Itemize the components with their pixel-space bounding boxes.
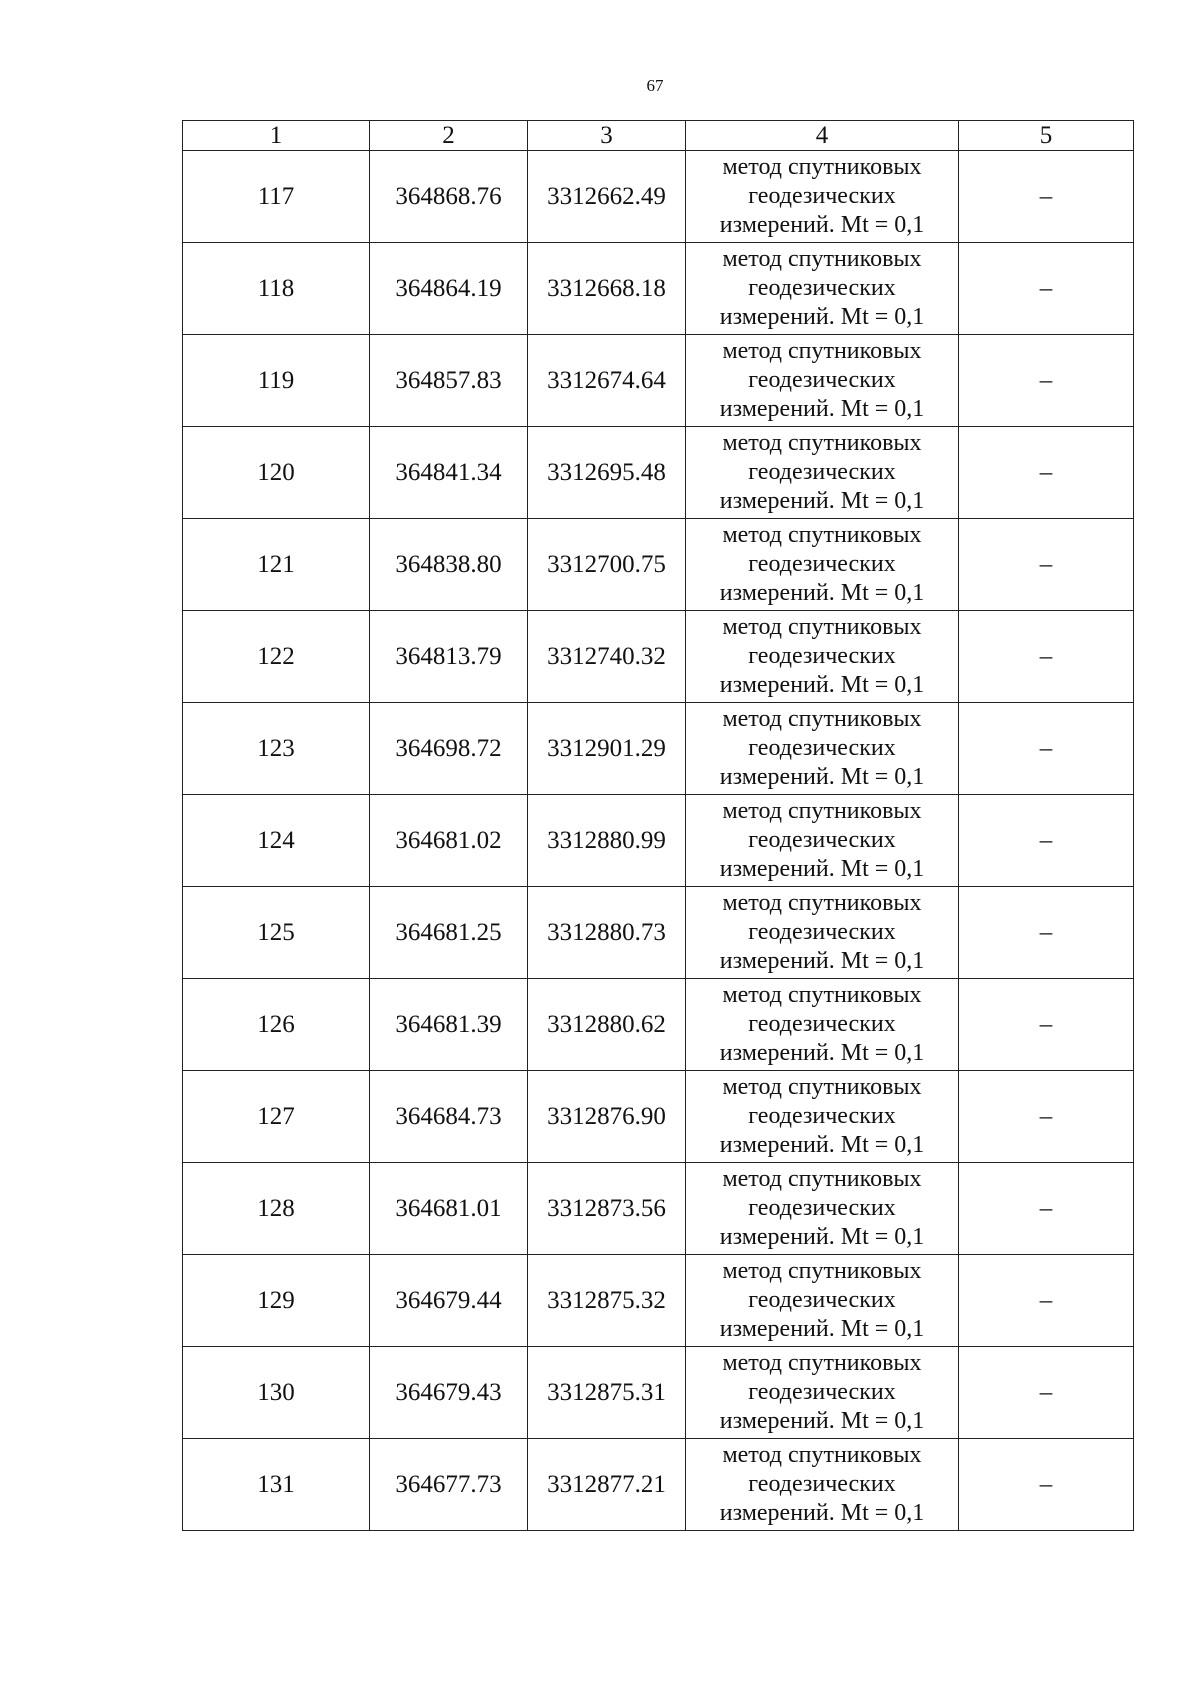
method-cell <box>686 1347 959 1439</box>
method-line: измерений. Mt = 0,1 <box>719 1132 925 1158</box>
method-line: измерений. Mt = 0,1 <box>719 1408 925 1434</box>
coordinate-y-cell: 3312668.18 <box>528 243 686 335</box>
coordinate-x-cell: 364679.44 <box>370 1255 528 1347</box>
note-cell: – <box>959 795 1134 887</box>
point-number-cell: 130 <box>183 1347 370 1439</box>
method-line: геодезических <box>748 1287 896 1313</box>
point-number-cell: 121 <box>183 519 370 611</box>
note-cell: – <box>959 887 1134 979</box>
point-number-cell: 123 <box>183 703 370 795</box>
method-cell <box>686 1439 959 1531</box>
point-number-cell: 120 <box>183 427 370 519</box>
point-number-cell: 117 <box>183 151 370 243</box>
method-line: геодезических <box>748 827 896 853</box>
method-cell <box>686 795 959 887</box>
coordinate-y-cell: 3312875.31 <box>528 1347 686 1439</box>
method-line: метод спутниковых <box>722 338 922 364</box>
coordinate-y-cell: 3312662.49 <box>528 151 686 243</box>
method-line: измерений. Mt = 0,1 <box>719 580 925 606</box>
method-cell <box>686 427 959 519</box>
coordinate-x-cell: 364679.43 <box>370 1347 528 1439</box>
table-row <box>183 1163 1134 1255</box>
method-cell <box>686 335 959 427</box>
table-row <box>183 151 1134 243</box>
coordinate-y-cell: 3312880.73 <box>528 887 686 979</box>
coordinate-y-cell: 3312880.99 <box>528 795 686 887</box>
method-line: метод спутниковых <box>722 614 922 640</box>
note-cell: – <box>959 1071 1134 1163</box>
method-line: измерений. Mt = 0,1 <box>719 1040 925 1066</box>
method-line: измерений. Mt = 0,1 <box>719 304 925 330</box>
coordinate-x-cell: 364698.72 <box>370 703 528 795</box>
method-line: геодезических <box>748 1011 896 1037</box>
page-number: 67 <box>646 76 664 95</box>
coordinate-x-cell: 364813.79 <box>370 611 528 703</box>
table-row <box>183 703 1134 795</box>
method-line: геодезических <box>748 1379 896 1405</box>
point-number-cell: 125 <box>183 887 370 979</box>
note-cell: – <box>959 151 1134 243</box>
method-line: метод спутниковых <box>722 430 922 456</box>
method-line: метод спутниковых <box>722 1258 922 1284</box>
method-line: геодезических <box>748 275 896 301</box>
coordinate-y-cell: 3312877.21 <box>528 1439 686 1531</box>
method-line: метод спутниковых <box>722 1166 922 1192</box>
method-cell <box>686 887 959 979</box>
method-cell <box>686 243 959 335</box>
note-cell: – <box>959 427 1134 519</box>
point-number-cell: 127 <box>183 1071 370 1163</box>
method-line: геодезических <box>748 1471 896 1497</box>
method-line: метод спутниковых <box>722 706 922 732</box>
method-line: измерений. Mt = 0,1 <box>719 396 925 422</box>
method-line: измерений. Mt = 0,1 <box>719 948 925 974</box>
method-line: геодезических <box>748 643 896 669</box>
method-line: метод спутниковых <box>722 1442 922 1468</box>
method-line: геодезических <box>748 551 896 577</box>
method-line: измерений. Mt = 0,1 <box>719 1500 925 1526</box>
note-cell: – <box>959 1255 1134 1347</box>
point-number-cell: 129 <box>183 1255 370 1347</box>
method-line: геодезических <box>748 1103 896 1129</box>
note-cell: – <box>959 335 1134 427</box>
header-row <box>183 121 1134 151</box>
coordinate-x-cell: 364864.19 <box>370 243 528 335</box>
method-line: геодезических <box>748 919 896 945</box>
note-cell: – <box>959 1347 1134 1439</box>
coordinate-x-cell: 364681.25 <box>370 887 528 979</box>
table-row <box>183 1071 1134 1163</box>
coordinate-x-cell: 364857.83 <box>370 335 528 427</box>
note-cell: – <box>959 243 1134 335</box>
point-number-cell: 119 <box>183 335 370 427</box>
coordinate-x-cell: 364868.76 <box>370 151 528 243</box>
table-row <box>183 611 1134 703</box>
coordinates-table-container <box>182 120 1133 1531</box>
note-cell: – <box>959 703 1134 795</box>
method-cell <box>686 979 959 1071</box>
table-row <box>183 1439 1134 1531</box>
coordinate-y-cell: 3312880.62 <box>528 979 686 1071</box>
header-cell-3: 3 <box>528 121 686 151</box>
method-line: измерений. Mt = 0,1 <box>719 1316 925 1342</box>
table-row <box>183 427 1134 519</box>
method-line: геодезических <box>748 183 896 209</box>
method-cell <box>686 611 959 703</box>
coordinate-x-cell: 364677.73 <box>370 1439 528 1531</box>
method-line: измерений. Mt = 0,1 <box>719 212 925 238</box>
table-body <box>183 151 1134 1531</box>
method-cell <box>686 151 959 243</box>
method-line: измерений. Mt = 0,1 <box>719 856 925 882</box>
point-number-cell: 122 <box>183 611 370 703</box>
coordinate-y-cell: 3312873.56 <box>528 1163 686 1255</box>
point-number-cell: 118 <box>183 243 370 335</box>
method-line: измерений. Mt = 0,1 <box>719 764 925 790</box>
method-line: метод спутниковых <box>722 982 922 1008</box>
point-number-cell: 126 <box>183 979 370 1071</box>
table-row <box>183 1255 1134 1347</box>
coordinates-table <box>182 120 1134 1531</box>
header-cell-4: 4 <box>686 121 959 151</box>
coordinate-y-cell: 3312674.64 <box>528 335 686 427</box>
coordinate-y-cell: 3312875.32 <box>528 1255 686 1347</box>
note-cell: – <box>959 611 1134 703</box>
method-line: измерений. Mt = 0,1 <box>719 672 925 698</box>
method-line: геодезических <box>748 459 896 485</box>
table-row <box>183 887 1134 979</box>
method-cell <box>686 1255 959 1347</box>
coordinate-y-cell: 3312700.75 <box>528 519 686 611</box>
method-line: метод спутниковых <box>722 1350 922 1376</box>
method-cell <box>686 519 959 611</box>
coordinate-x-cell: 364681.01 <box>370 1163 528 1255</box>
coordinate-y-cell: 3312876.90 <box>528 1071 686 1163</box>
coordinate-y-cell: 3312740.32 <box>528 611 686 703</box>
method-line: геодезических <box>748 367 896 393</box>
method-line: метод спутниковых <box>722 154 922 180</box>
note-cell: – <box>959 979 1134 1071</box>
coordinate-x-cell: 364841.34 <box>370 427 528 519</box>
table-row <box>183 795 1134 887</box>
method-cell <box>686 1163 959 1255</box>
method-line: измерений. Mt = 0,1 <box>719 488 925 514</box>
method-line: геодезических <box>748 735 896 761</box>
table-row <box>183 243 1134 335</box>
coordinate-x-cell: 364681.39 <box>370 979 528 1071</box>
table-row <box>183 1347 1134 1439</box>
table-row <box>183 335 1134 427</box>
method-line: метод спутниковых <box>722 522 922 548</box>
header-cell-2: 2 <box>370 121 528 151</box>
table-header <box>183 121 1134 151</box>
table-row <box>183 979 1134 1071</box>
method-cell <box>686 703 959 795</box>
note-cell: – <box>959 519 1134 611</box>
point-number-cell: 131 <box>183 1439 370 1531</box>
method-line: геодезических <box>748 1195 896 1221</box>
note-cell: – <box>959 1439 1134 1531</box>
coordinate-x-cell: 364838.80 <box>370 519 528 611</box>
method-line: измерений. Mt = 0,1 <box>719 1224 925 1250</box>
header-cell-5: 5 <box>959 121 1134 151</box>
point-number-cell: 128 <box>183 1163 370 1255</box>
coordinate-x-cell: 364684.73 <box>370 1071 528 1163</box>
coordinate-y-cell: 3312901.29 <box>528 703 686 795</box>
coordinate-x-cell: 364681.02 <box>370 795 528 887</box>
coordinate-y-cell: 3312695.48 <box>528 427 686 519</box>
method-line: метод спутниковых <box>722 890 922 916</box>
point-number-cell: 124 <box>183 795 370 887</box>
method-line: метод спутниковых <box>722 1074 922 1100</box>
method-line: метод спутниковых <box>722 246 922 272</box>
method-cell <box>686 1071 959 1163</box>
table-row <box>183 519 1134 611</box>
method-line: метод спутниковых <box>722 798 922 824</box>
note-cell: – <box>959 1163 1134 1255</box>
header-cell-1: 1 <box>183 121 370 151</box>
